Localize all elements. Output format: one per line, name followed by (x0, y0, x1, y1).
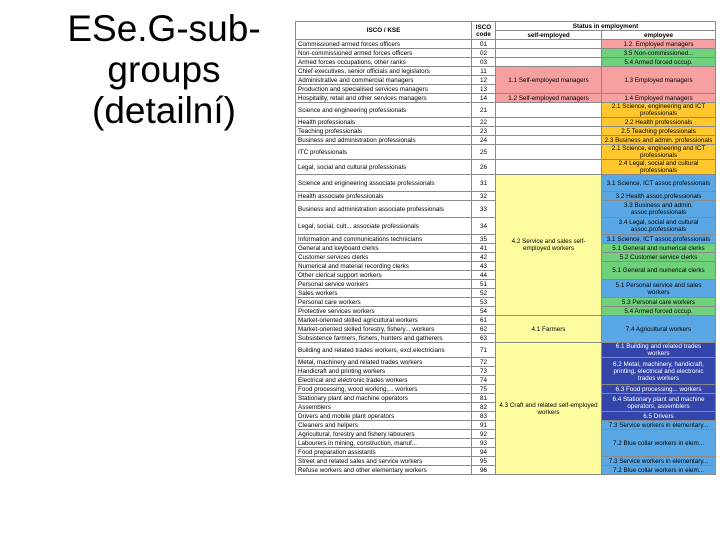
header-self-employed: self-employed (496, 31, 602, 40)
employee-cell: 2.1 Science, engineering and ICT professionals (602, 145, 716, 160)
employee-cell: 1.4 Employed managers (602, 94, 716, 103)
header-code: ISCO code (472, 22, 496, 40)
employee-cell: 2.5 Teaching professionals (602, 127, 716, 136)
occupation-cell: Building and related trades workers, excl.electricians (296, 343, 472, 358)
occupation-cell: Hospitality, retail and other services managers (296, 94, 472, 103)
occupation-cell: ITC professionals (296, 145, 472, 160)
code-cell: 94 (472, 448, 496, 457)
code-cell: 96 (472, 466, 496, 475)
table-row (296, 160, 716, 175)
code-cell: 62 (472, 325, 496, 334)
employee-cell: 7.3 Service workers in elementary... (602, 457, 716, 466)
employee-cell: 5.4 Armed forced occup. (602, 307, 716, 316)
code-cell: 91 (472, 421, 496, 430)
occupation-cell: Subsistence farmers, fishers, hunters and gatherers (296, 334, 472, 343)
self-employed-cell (496, 49, 602, 58)
code-cell: 54 (472, 307, 496, 316)
self-employed-cell (496, 136, 602, 145)
occupation-cell: Metal, machinery and related trades workers (296, 358, 472, 367)
employee-cell: 2.1 Science, engineering and ICT professionals (602, 103, 716, 118)
table-row (296, 343, 716, 358)
occupation-cell: Business and administration associate professionals (296, 201, 472, 218)
header-employee: employee (602, 31, 716, 40)
employee-cell: 5.2 Customer service clerks (602, 253, 716, 262)
code-cell: 75 (472, 385, 496, 394)
self-employed-cell (496, 127, 602, 136)
occupation-cell: Numerical and material recording clerks (296, 262, 472, 271)
employee-cell: 2.2 Health professionals (602, 118, 716, 127)
employee-cell: 6.2 Metal, machinery, handicraft, printing, electrical and electronic trades workers (602, 358, 716, 385)
occupation-cell: Customer services clerks (296, 253, 472, 262)
occupation-cell: Stationary plant and machine operators (296, 394, 472, 403)
employee-cell: 7.2 Blue collar workers in elem... (602, 466, 716, 475)
code-cell: 41 (472, 244, 496, 253)
code-cell: 25 (472, 145, 496, 160)
employee-cell: 1.3 Employed managers (602, 67, 716, 94)
code-cell: 32 (472, 192, 496, 201)
employee-cell: 3.4 Legal, social and cultural assoc.professionals (602, 218, 716, 235)
table-row (296, 103, 716, 118)
employee-cell: 6.3 Food processing... workers (602, 385, 716, 394)
code-cell: 53 (472, 298, 496, 307)
code-cell: 52 (472, 289, 496, 298)
occupation-cell: Handicraft and printing workers (296, 367, 472, 376)
employee-cell: 3.1 Science, ICT assoc.professionals (602, 235, 716, 244)
occupation-cell: Non-commissioned armed forces officers (296, 49, 472, 58)
occupation-cell: Personal care workers (296, 298, 472, 307)
occupation-cell: Sales workers (296, 289, 472, 298)
self-employed-cell: 4.1 Farmers (496, 316, 602, 343)
occupation-cell: Refuse workers and other elementary workers (296, 466, 472, 475)
code-cell: 74 (472, 376, 496, 385)
occupation-cell: Administrative and commercial managers (296, 76, 472, 85)
code-cell: 03 (472, 58, 496, 67)
employee-cell: 5.1 General and numerical clerks (602, 244, 716, 253)
code-cell: 95 (472, 457, 496, 466)
code-cell: 34 (472, 218, 496, 235)
self-employed-cell (496, 58, 602, 67)
esec-table (295, 21, 715, 539)
occupation-cell: Personal service workers (296, 280, 472, 289)
occupation-cell: General and keyboard clerks (296, 244, 472, 253)
self-employed-cell (496, 40, 602, 49)
occupation-cell: Information and communications technicians (296, 235, 472, 244)
occupation-cell: Science and engineering associate professionals (296, 175, 472, 192)
occupation-cell: Teaching professionals (296, 127, 472, 136)
employee-cell: 1.2. Employed managers (602, 40, 716, 49)
table-row (296, 67, 716, 76)
code-cell: 35 (472, 235, 496, 244)
header-occupation: ISCO / KSE (296, 22, 472, 40)
table-row (296, 58, 716, 67)
code-cell: 73 (472, 367, 496, 376)
code-cell: 11 (472, 67, 496, 76)
occupation-cell: Food processing, wood working,... workers (296, 385, 472, 394)
table-row (296, 40, 716, 49)
self-employed-cell: 1.1 Self-employed managers (496, 67, 602, 94)
code-cell: 42 (472, 253, 496, 262)
occupation-cell: Street and related sales and service workers (296, 457, 472, 466)
self-employed-cell: 4.2 Service and sales self-employed workers (496, 175, 602, 316)
code-cell: 71 (472, 343, 496, 358)
occupation-cell: Commissioned armed forces officers (296, 40, 472, 49)
code-cell: 61 (472, 316, 496, 325)
code-cell: 81 (472, 394, 496, 403)
self-employed-cell (496, 103, 602, 118)
code-cell: 13 (472, 85, 496, 94)
page-title: ESe.G-sub-groups (detailní) (67, 8, 261, 131)
code-cell: 02 (472, 49, 496, 58)
occupation-cell: Assemblers (296, 403, 472, 412)
employee-cell: 3.1 Science, ICT assoc.professionals (602, 175, 716, 192)
self-employed-cell (496, 160, 602, 175)
code-cell: 92 (472, 430, 496, 439)
employee-cell: 3.2 Health assoc.professionals (602, 192, 716, 201)
table-row (296, 145, 716, 160)
occupation-cell: Chief executives, senior officials and legislators (296, 67, 472, 76)
code-cell: 12 (472, 76, 496, 85)
table-row (296, 127, 716, 136)
table-row (296, 118, 716, 127)
employee-cell: 2.4 Legal, social and cultural professionals (602, 160, 716, 175)
occupation-cell: Electrical and electronic trades workers (296, 376, 472, 385)
code-cell: 24 (472, 136, 496, 145)
employee-cell: 6.5 Drivers (602, 412, 716, 421)
code-cell: 23 (472, 127, 496, 136)
occupation-cell: Business and administration professionals (296, 136, 472, 145)
code-cell: 82 (472, 403, 496, 412)
employee-cell: 7.2 Blue collar workers in elem... (602, 430, 716, 457)
code-cell: 63 (472, 334, 496, 343)
table-row (296, 136, 716, 145)
employee-cell: 3.3 Business and admin. assoc.professionals (602, 201, 716, 218)
code-cell: 44 (472, 271, 496, 280)
self-employed-cell (496, 145, 602, 160)
occupation-cell: Agricultural, forestry and fishery labourers (296, 430, 472, 439)
occupation-cell: Health associate professionals (296, 192, 472, 201)
code-cell: 43 (472, 262, 496, 271)
code-cell: 93 (472, 439, 496, 448)
self-employed-cell (496, 118, 602, 127)
occupation-cell: Market-oriented skilled agricultural workers (296, 316, 472, 325)
occupation-cell: Protective services workers (296, 307, 472, 316)
employee-cell: 5.1 General and numerical clerks (602, 262, 716, 280)
code-cell: 21 (472, 103, 496, 118)
code-cell: 33 (472, 201, 496, 218)
self-employed-cell: 1.2 Self-employed managers (496, 94, 602, 103)
employee-cell: 7.3 Service workers in elementary... (602, 421, 716, 430)
code-cell: 26 (472, 160, 496, 175)
occupation-cell: Cleaners and helpers (296, 421, 472, 430)
occupation-cell: Drivers and mobile plant operators (296, 412, 472, 421)
occupation-cell: Science and engineering professionals (296, 103, 472, 118)
occupation-cell: Food preparation assistants (296, 448, 472, 457)
occupation-cell: Other clerical support workers (296, 271, 472, 280)
occupation-cell: Labourers in mining, construction, manuf... (296, 439, 472, 448)
employee-cell: 2.3 Business and admin. professionals (602, 136, 716, 145)
occupation-cell: Legal, social, cult... associate professionals (296, 218, 472, 235)
code-cell: 51 (472, 280, 496, 289)
occupation-cell: Health professionals (296, 118, 472, 127)
employee-cell: 5.4 Armed forced occup. (602, 58, 716, 67)
code-cell: 22 (472, 118, 496, 127)
occupation-cell: Armed forces occupations, other ranks (296, 58, 472, 67)
occupation-cell: Market-oriented skilled forestry, fishery... workers (296, 325, 472, 334)
self-employed-cell: 4.3 Craft and related self-employed workers (496, 343, 602, 475)
employee-cell: 3.5 Non-commissioned... (602, 49, 716, 58)
employee-cell: 7.4 Agricultural workers (602, 316, 716, 343)
employee-cell: 6.1 Building and related trades workers (602, 343, 716, 358)
occupation-cell: Production and specialised services managers (296, 85, 472, 94)
code-cell: 14 (472, 94, 496, 103)
code-cell: 01 (472, 40, 496, 49)
employee-cell: 6.4 Stationary plant and machine operators, assemblers (602, 394, 716, 412)
table-row (296, 175, 716, 192)
code-cell: 31 (472, 175, 496, 192)
table-body (296, 40, 716, 475)
code-cell: 83 (472, 412, 496, 421)
table-row (296, 94, 716, 103)
table-row (296, 316, 716, 325)
header-status: Status in employment (496, 22, 716, 31)
table-row (296, 49, 716, 58)
employee-cell: 5.3 Personal care workers (602, 298, 716, 307)
occupation-cell: Legal, social and cultural professionals (296, 160, 472, 175)
employee-cell: 5.1 Personal service and sales workers (602, 280, 716, 298)
code-cell: 72 (472, 358, 496, 367)
